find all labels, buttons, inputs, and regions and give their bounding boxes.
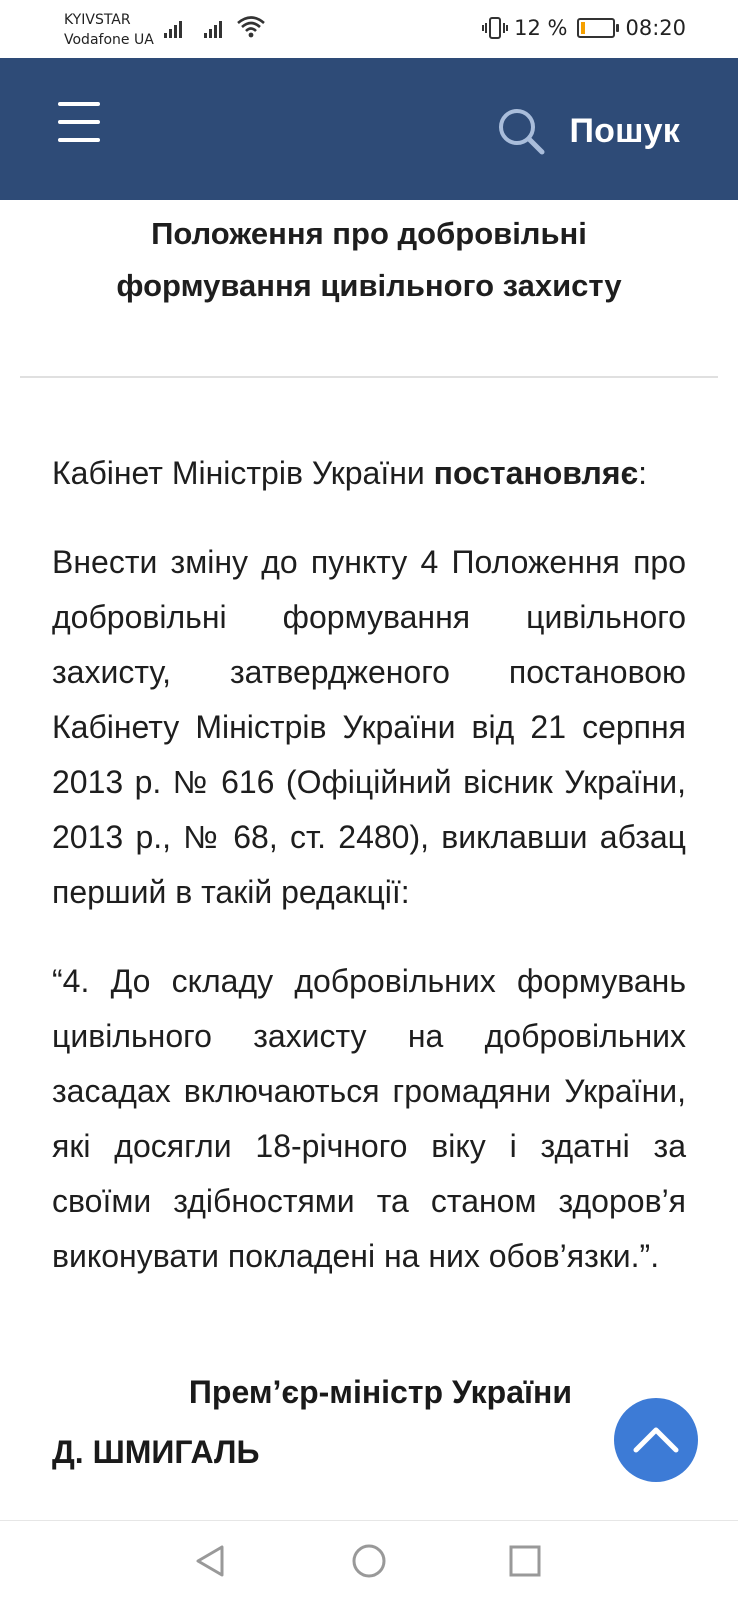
home-circle-icon[interactable] [347, 1539, 391, 1583]
intro-paragraph [52, 446, 686, 501]
intro-end: : [638, 455, 648, 491]
carrier-names [64, 10, 154, 50]
battery-icon [577, 18, 615, 38]
signature-name: Д. ШМИГАЛЬ [52, 1434, 260, 1470]
signal-1-icon [164, 18, 186, 38]
chevron-up-icon [632, 1418, 680, 1462]
status-bar [0, 0, 738, 58]
document-title: Положення про добровільні формування цивільного захисту [116, 216, 622, 303]
vibrate-icon [482, 16, 508, 40]
scroll-to-top-button[interactable] [614, 1398, 698, 1482]
intro-bold: постановляє [433, 455, 639, 491]
search-label: Пошук [569, 111, 680, 150]
signature-position: Прем’єр-міністр України [188, 1374, 572, 1410]
carrier-2: Vodafone UA [64, 32, 154, 48]
clock: 08:20 [625, 16, 686, 40]
paragraph-amendment: Внести зміну до пункту 4 Положення про добровільні формування цивільного захисту, затвердженого постановою Кабінету Міністрів України від 21 серпня 2013 р. № 616 (Офіційний вісник України, 2013 р., № 68, ст. 2480), виклавши абзац перший в такій редакції: [52, 544, 686, 910]
signal-2-icon [204, 18, 226, 38]
recents-square-icon[interactable] [503, 1539, 547, 1583]
paragraph-quote: “4. До складу добровільних формувань цивільного захисту на добровільних засадах включаються громадяни України, які досягли 18-річного віку і здатні за своїми здібностями та станом здоров’я виконувати покладені на них обов’язки.”. [52, 963, 686, 1274]
hamburger-menu-icon[interactable] [58, 102, 102, 142]
system-nav-bar [0, 1520, 738, 1601]
document-body [52, 446, 686, 1318]
status-right [482, 16, 686, 40]
magnifier-icon [496, 106, 546, 156]
back-triangle-icon[interactable] [188, 1539, 232, 1583]
divider [20, 376, 718, 378]
search-button[interactable] [496, 106, 680, 156]
wifi-icon [236, 14, 266, 40]
battery-percent: 12 % [514, 16, 568, 40]
battery-fill [581, 22, 585, 34]
carrier-1: KYIVSTAR [64, 12, 131, 28]
intro-text: Кабінет Міністрів України [52, 455, 434, 491]
